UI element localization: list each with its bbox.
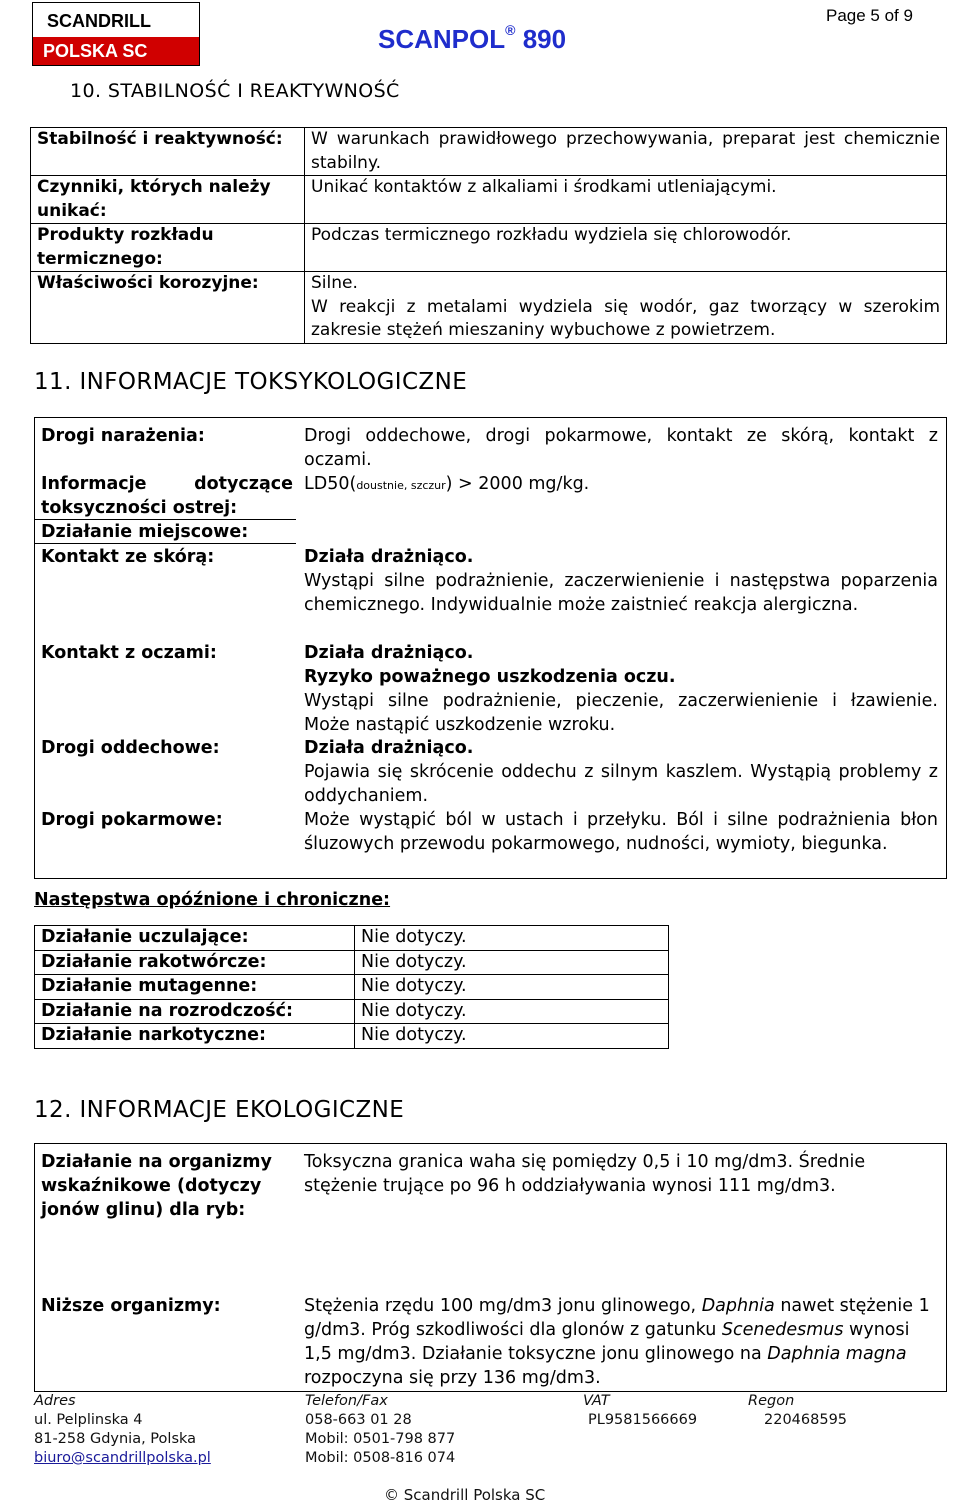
footer-regon-head: Regon bbox=[748, 1393, 795, 1409]
acute-suffix: ) > 2000 mg/kg. bbox=[445, 474, 590, 494]
row-value: Nie dotyczy. bbox=[355, 926, 669, 951]
resp-text: Pojawia się skrócenie oddechu z silnym kaszlem. Wystąpią problemy z oddychaniem. bbox=[304, 762, 938, 806]
product-title bbox=[378, 24, 566, 55]
table-row bbox=[31, 224, 947, 272]
row-value: W warunkach prawidłowego przechowywania, preparat jest chemicznie stabilny. bbox=[305, 128, 947, 176]
section11-title: 11. INFORMACJE TOKSYKOLOGICZNE bbox=[34, 369, 468, 395]
product-name: SCANPOL bbox=[378, 24, 506, 54]
row-label: Produkty rozkładu termicznego: bbox=[31, 224, 305, 272]
acute-sub: doustnie, szczur bbox=[356, 479, 446, 492]
footer-vat-head: VAT bbox=[583, 1393, 610, 1409]
copyright: © Scandrill Polska SC bbox=[384, 1486, 546, 1504]
text-part: Stężenia rzędu 100 mg/dm3 jonu glinowego, bbox=[304, 1296, 702, 1316]
footer-phone-line: Mobil: 0508-816 074 bbox=[305, 1450, 456, 1466]
footer-email-link[interactable]: biuro@scandrillpolska.pl bbox=[34, 1450, 211, 1466]
logo-line2: POLSKA SC bbox=[33, 37, 199, 65]
footer-address-line: 81-258 Gdynia, Polska bbox=[34, 1431, 197, 1447]
row-value bbox=[305, 272, 947, 344]
oral-value: Może wystąpić ból w ustach i przełyku. Ból i silne podrażnienia błon śluzowych przewodu pokarmowego, nudności, wymioty, biegunka. bbox=[304, 810, 938, 854]
footer-phone-line: 058-663 01 28 bbox=[305, 1412, 412, 1428]
eyes-value bbox=[304, 641, 938, 737]
footer-phone-line: Mobil: 0501-798 877 bbox=[305, 1431, 456, 1447]
footer-address-head: Adres bbox=[34, 1393, 76, 1409]
skin-label: Kontakt ze skórą: bbox=[41, 547, 215, 567]
table-row bbox=[31, 272, 947, 344]
table-row bbox=[35, 1024, 669, 1049]
species-name: Daphnia magna bbox=[767, 1344, 907, 1364]
row-label: Czynniki, których należy unikać: bbox=[31, 176, 305, 224]
lower-organisms-label: Niższe organizmy: bbox=[41, 1296, 221, 1316]
table-row bbox=[31, 128, 947, 176]
eyes-bold1: Działa drażniąco. bbox=[304, 643, 474, 663]
row-label: Działanie mutagenne: bbox=[35, 975, 355, 1000]
routes-value: Drogi oddechowe, drogi pokarmowe, kontakt ze skórą, kontakt z oczami. bbox=[304, 426, 938, 470]
local-label: Działanie miejscowe: bbox=[41, 522, 249, 542]
row-label: Właściwości korozyjne: bbox=[31, 272, 305, 344]
row-label: Działanie na rozrodczość: bbox=[35, 999, 355, 1024]
footer-vat-value: PL9581566669 bbox=[588, 1412, 698, 1428]
routes-label: Drogi narażenia: bbox=[41, 426, 205, 446]
table-row bbox=[35, 975, 669, 1000]
resp-bold: Działa drażniąco. bbox=[304, 738, 474, 758]
row-label: Działanie rakotwórcze: bbox=[35, 950, 355, 975]
chronic-title: Następstwa opóźnione i chroniczne: bbox=[34, 890, 391, 910]
table-row bbox=[35, 999, 669, 1024]
acute-value bbox=[304, 472, 938, 498]
text-part: nawet stężenie 1 g/dm3. Próg szkodliwości dla glonów z gatunku bbox=[304, 1296, 930, 1340]
skin-value bbox=[304, 545, 938, 617]
lower-organisms-value bbox=[304, 1294, 938, 1390]
footer-address-line: ul. Pelplinska 4 bbox=[34, 1412, 143, 1428]
resp-value bbox=[304, 736, 938, 808]
company-logo bbox=[32, 2, 200, 66]
table-row bbox=[35, 926, 669, 951]
resp-label: Drogi oddechowe: bbox=[41, 738, 220, 758]
eyes-text: Wystąpi silne podrażnienie, pieczenie, zaczerwienienie i łzawienie. Może nastąpić uszkodzenie wzroku. bbox=[304, 691, 938, 735]
footer-phone-head: Telefon/Fax bbox=[305, 1393, 388, 1409]
acute-prefix: LD50( bbox=[304, 474, 357, 494]
eyes-label: Kontakt z oczami: bbox=[41, 643, 217, 663]
section12-title: 12. INFORMACJE EKOLOGICZNE bbox=[34, 1097, 405, 1123]
row-value: Nie dotyczy. bbox=[355, 1024, 669, 1049]
section10-table bbox=[30, 127, 947, 344]
row-value-line1: Silne. bbox=[311, 273, 358, 293]
row-value: Unikać kontaktów z alkaliami i środkami utleniającymi. bbox=[305, 176, 947, 224]
species-name: Daphnia bbox=[701, 1296, 775, 1316]
divider bbox=[34, 543, 296, 544]
acute-label: Informacje dotyczące toksyczności ostrej: bbox=[41, 474, 293, 518]
fish-label: Działanie na organizmy wskaźnikowe (dotyczy jonów glinu) dla ryb: bbox=[41, 1152, 272, 1220]
table-row bbox=[35, 950, 669, 975]
page-number: Page 5 of 9 bbox=[826, 6, 913, 25]
table-row bbox=[31, 176, 947, 224]
registered-mark: ® bbox=[505, 22, 516, 38]
row-value bbox=[305, 224, 947, 272]
skin-bold: Działa drażniąco. bbox=[304, 547, 474, 567]
row-label: Działanie narkotyczne: bbox=[35, 1024, 355, 1049]
row-value: Nie dotyczy. bbox=[355, 975, 669, 1000]
skin-text: Wystąpi silne podrażnienie, zaczerwienienie i następstwa poparzenia chemicznego. Indywidualnie może zaistnieć reakcja alergiczna. bbox=[304, 571, 938, 615]
logo-line1: SCANDRILL bbox=[33, 3, 199, 37]
footer-regon-value: 220468595 bbox=[764, 1412, 848, 1428]
eyes-bold2: Ryzyko poważnego uszkodzenia oczu. bbox=[304, 667, 676, 687]
row-label: Działanie uczulające: bbox=[35, 926, 355, 951]
product-number: 890 bbox=[522, 24, 567, 54]
row-value: Nie dotyczy. bbox=[355, 950, 669, 975]
fish-value: Toksyczna granica waha się pomiędzy 0,5 i 10 mg/dm3. Średnie stężenie trujące po 96 h oddziaływania wynosi 111 mg/dm3. bbox=[304, 1152, 866, 1196]
species-name: Scenedesmus bbox=[721, 1320, 844, 1340]
oral-label: Drogi pokarmowe: bbox=[41, 810, 223, 830]
row-value: Nie dotyczy. bbox=[355, 999, 669, 1024]
chronic-table bbox=[34, 925, 669, 1049]
section10-title: 10. STABILNOŚĆ I REAKTYWNOŚĆ bbox=[70, 80, 400, 102]
row-value-line2: W reakcji z metalami wydziela się wodór, gaz tworzący w szerokim zakresie stężeń mieszaniny wybuchowe z powietrzem. bbox=[311, 296, 940, 340]
row-value-text: Podczas termicznego rozkładu wydziela się chlorowodór. bbox=[311, 225, 792, 245]
text-part: rozpoczyna się przy 136 mg/dm3. bbox=[304, 1368, 601, 1388]
row-label: Stabilność i reaktywność: bbox=[31, 128, 305, 176]
text-part: wynosi 1,5 mg/dm3. Działanie toksyczne jonu glinowego na bbox=[304, 1320, 910, 1364]
